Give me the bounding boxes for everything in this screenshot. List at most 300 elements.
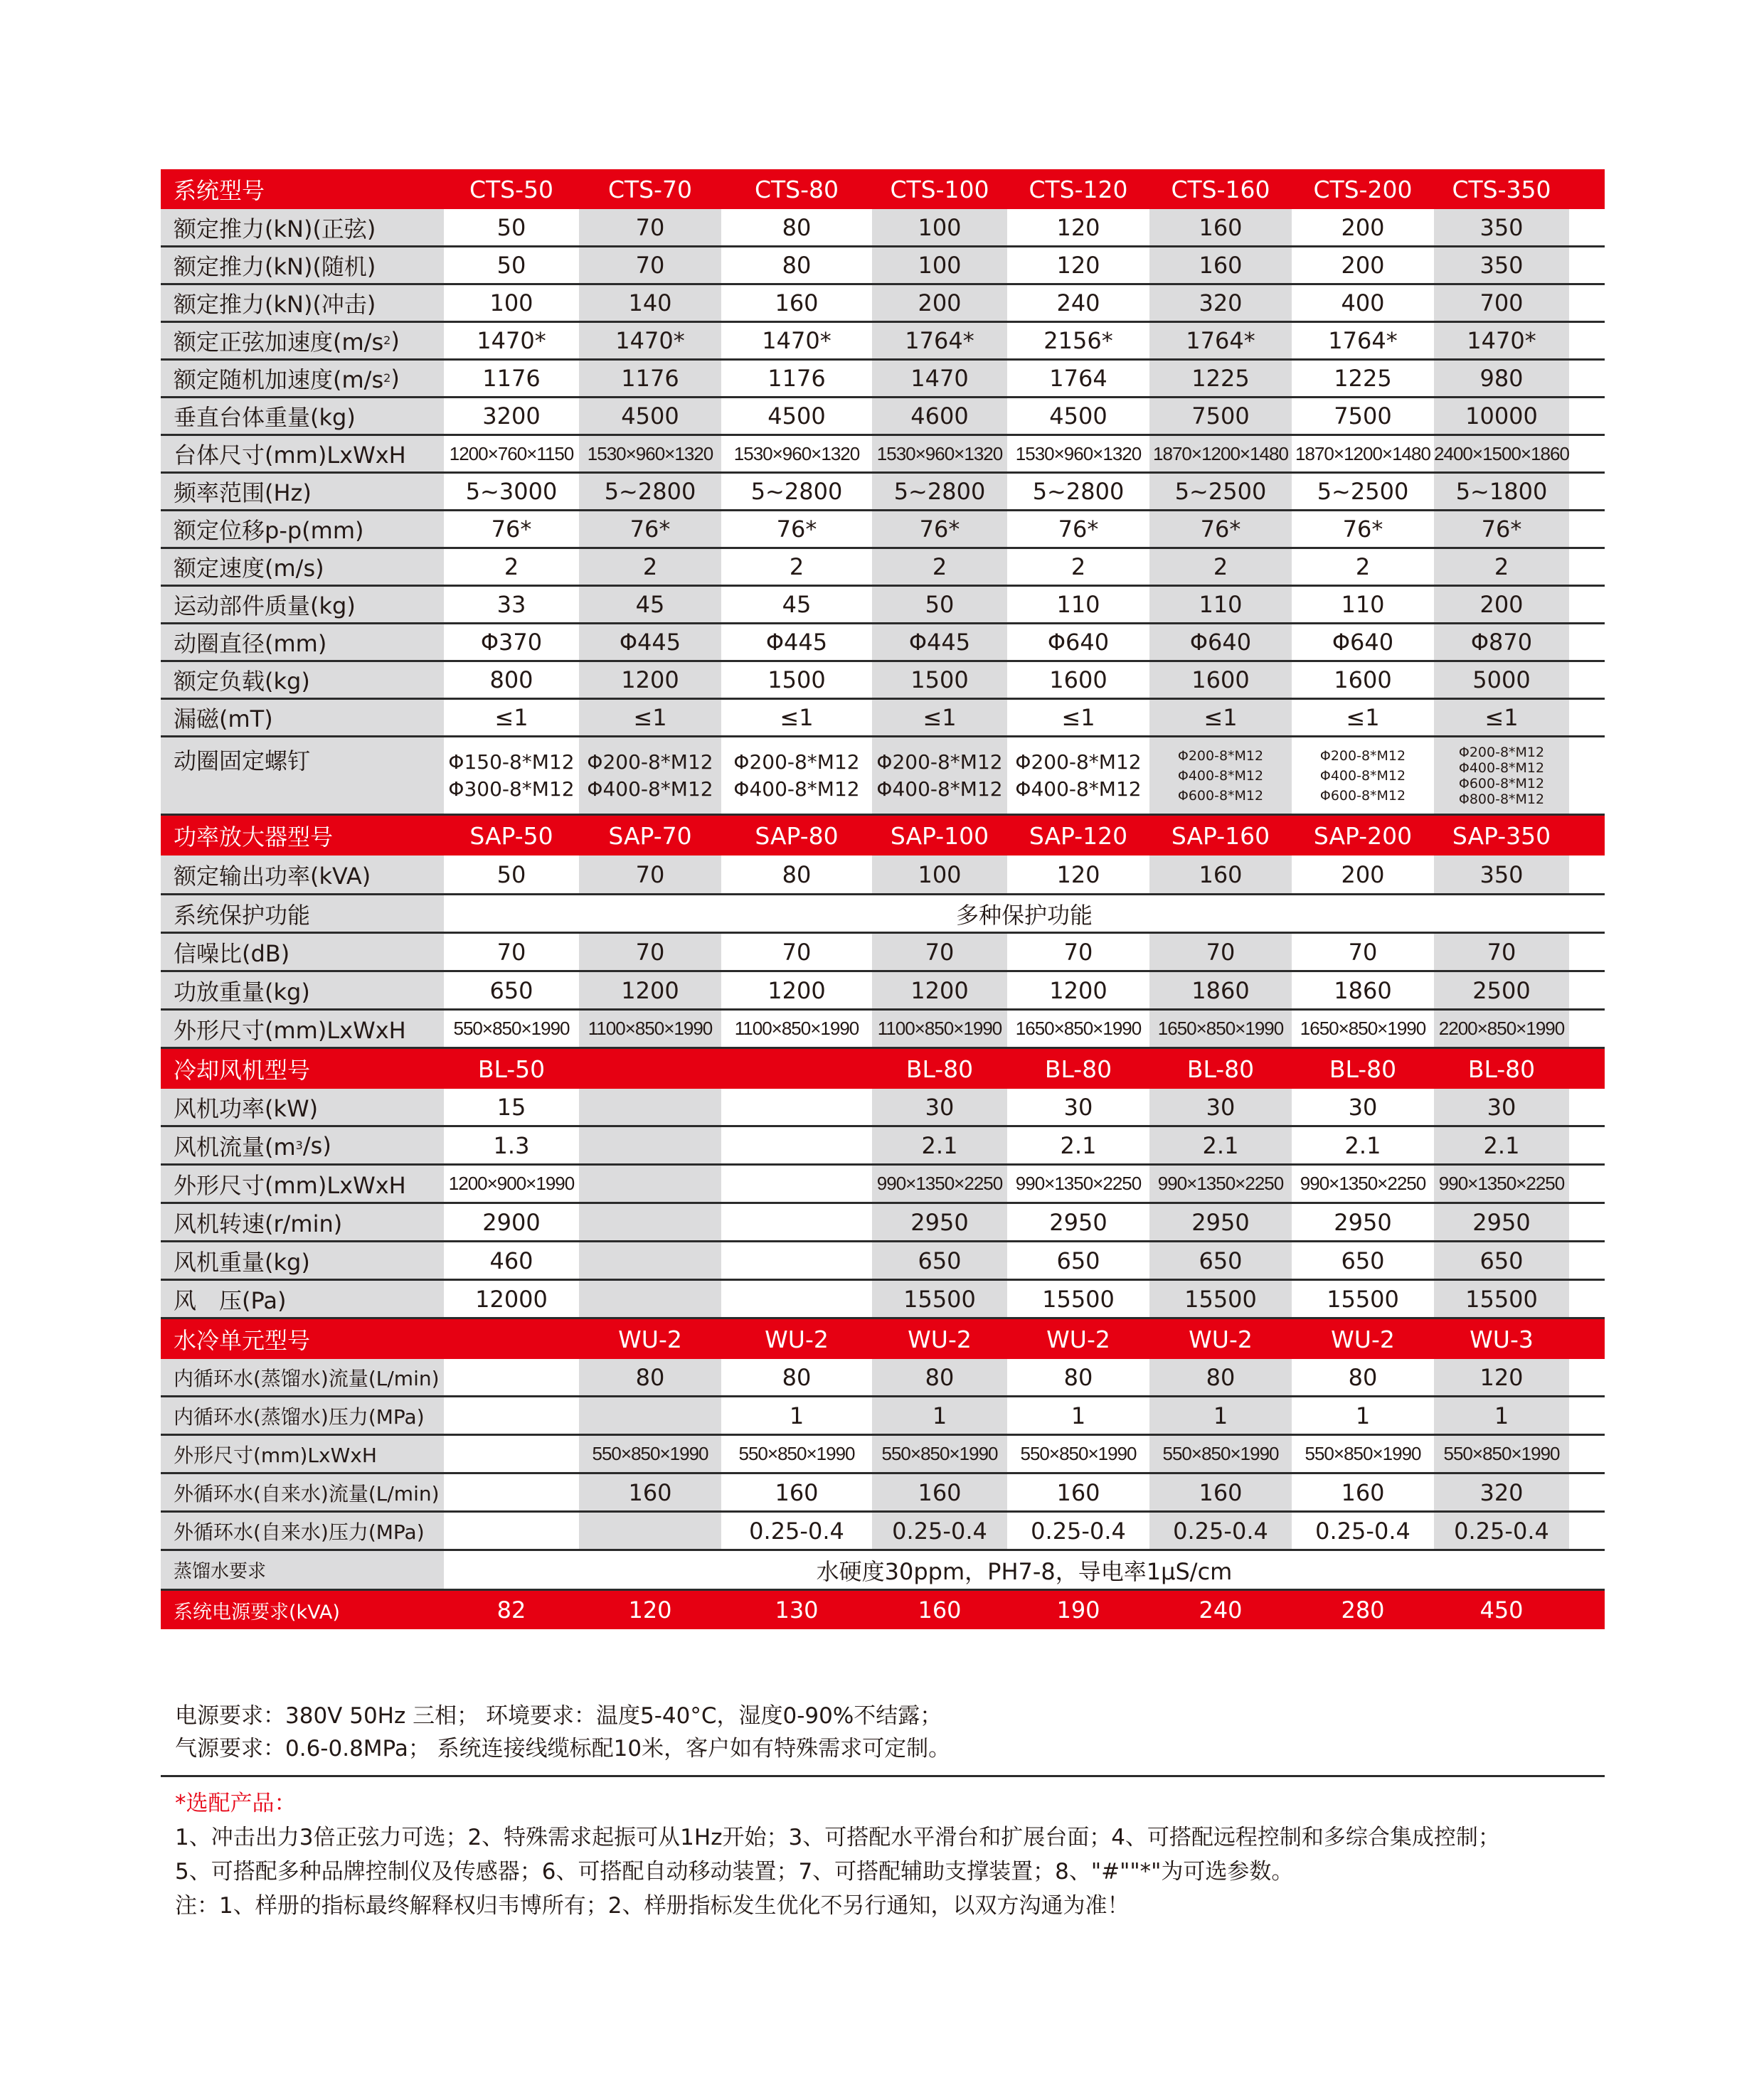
bolt-spec: Φ200-8*M12	[587, 750, 713, 774]
cell: 1870×1200×1480	[1295, 442, 1430, 464]
bolt-spec: Φ200-8*M12	[733, 750, 860, 774]
row-label-text: 冷却风机型号	[174, 1057, 311, 1084]
cell: 70	[579, 934, 721, 970]
system-row	[161, 209, 1605, 247]
bolt-spec: Φ600-8*M12	[1177, 787, 1264, 804]
distilled-row	[161, 1551, 1605, 1591]
cell: 0.25-0.4	[1434, 1513, 1569, 1549]
cell: CTS-80	[754, 175, 839, 203]
cell: 45	[579, 587, 721, 622]
cell: 1200×900×1990	[448, 1173, 575, 1194]
row-label	[161, 474, 444, 509]
cell: 5~2800	[750, 478, 843, 505]
system-row	[161, 361, 1605, 398]
system-row	[161, 549, 1605, 587]
cell: ≤1	[1346, 704, 1380, 731]
bolt-cell	[1149, 737, 1292, 814]
cell: 240	[1056, 289, 1100, 316]
bolt-spec: Φ200-8*M12	[876, 750, 1003, 774]
cell: 76*	[579, 511, 721, 547]
bolt-spec: Φ400-8*M12	[1319, 767, 1406, 784]
system-row	[161, 474, 1605, 511]
cell: 160	[1056, 1478, 1100, 1506]
cell: 650	[1149, 1242, 1292, 1279]
cell	[579, 1281, 721, 1317]
cell: 1	[789, 1402, 804, 1429]
water-row	[161, 1474, 1605, 1513]
cell: 2.1	[1344, 1131, 1381, 1159]
system-row	[161, 323, 1605, 361]
cell: BL-80	[905, 1055, 974, 1083]
cell: 2	[1149, 549, 1292, 585]
row-label-text: 额定随机加速度(m/s	[174, 366, 384, 393]
cell: 650	[489, 976, 533, 1004]
cell: 1176	[482, 365, 541, 392]
row-label-text: 额定位移p-p(mm)	[174, 517, 364, 544]
water-row	[161, 1397, 1605, 1436]
amp-row	[161, 972, 1605, 1011]
cell: 1860	[1149, 972, 1292, 1008]
cell: 70	[782, 938, 812, 966]
cell: 12000	[475, 1285, 548, 1313]
cell: 10000	[1434, 398, 1569, 434]
row-label	[161, 1591, 444, 1629]
cell: 80	[872, 1359, 1007, 1395]
optional-products	[175, 1786, 1590, 1923]
cell: ≤1	[1061, 704, 1095, 731]
cell: 70	[1063, 938, 1093, 966]
cell: 160	[1149, 209, 1292, 245]
system-row	[161, 511, 1605, 549]
cell: CTS-70	[607, 175, 693, 203]
cell: 460	[489, 1247, 533, 1274]
cell: 1470	[872, 361, 1007, 396]
cell: 1100×850×1990	[872, 1011, 1007, 1047]
cell: 120	[1434, 1359, 1569, 1395]
cell: 70	[579, 247, 721, 283]
cell: 2.1	[1149, 1127, 1292, 1163]
requirements-notes	[175, 1700, 1590, 1765]
bolt-spec: Φ800-8*M12	[1458, 791, 1545, 807]
amp-row	[161, 1011, 1605, 1049]
row-label	[161, 247, 444, 283]
cell	[721, 1204, 872, 1240]
row-label-text: 额定推力(kN)(随机)	[174, 253, 376, 280]
cell: 2900	[482, 1208, 541, 1236]
cell: 4500	[767, 403, 826, 430]
cell: 190	[1056, 1597, 1100, 1624]
cell: 15500	[1327, 1285, 1399, 1313]
row-label-text: 系统型号	[174, 177, 265, 204]
row-label	[161, 436, 444, 471]
cell: SAP-120	[1029, 821, 1128, 850]
cell: 120	[1056, 252, 1100, 279]
cell: 160	[1149, 247, 1292, 283]
cell: 5~1800	[1434, 474, 1569, 509]
cell: 1470*	[579, 323, 721, 358]
row-label	[161, 1049, 444, 1089]
cell: 120	[1056, 860, 1100, 888]
cell: 4500	[1049, 403, 1107, 430]
cell: 160	[1149, 1474, 1292, 1510]
row-label: 额定正弦加速度(m/s 2 )	[161, 323, 444, 358]
cell: 2200×850×1990	[1434, 1011, 1569, 1047]
cell: SAP-160	[1171, 821, 1270, 850]
row-label-text: 风机流量(m	[174, 1133, 296, 1161]
cell: 1500	[872, 662, 1007, 698]
cell: 15	[496, 1093, 526, 1121]
row-label-text: 功率放大器型号	[174, 824, 334, 851]
cell: SAP-200	[1313, 821, 1413, 850]
cell: 80	[782, 860, 812, 888]
cell: 0.25-0.4	[1149, 1513, 1292, 1549]
divider	[161, 1775, 1605, 1777]
cell: 990×1350×2250	[1300, 1173, 1426, 1194]
bolt-spec: Φ200-8*M12	[1015, 750, 1142, 774]
bolt-spec: Φ400-8*M12	[587, 777, 713, 801]
cell: 2.1	[1060, 1131, 1097, 1159]
cell: 1764*	[872, 323, 1007, 358]
row-label	[161, 1011, 444, 1047]
cell: 1764	[1049, 365, 1107, 392]
cell: Φ640	[1047, 629, 1110, 656]
cell: 2	[1355, 553, 1371, 580]
cell: 550×850×1990	[1149, 1436, 1292, 1472]
row-label-text: 内循环水(蒸馏水)流量(L/min)	[174, 1366, 440, 1390]
bolt-spec: Φ150-8*M12	[448, 750, 575, 774]
bolt-spec: Φ600-8*M12	[1458, 775, 1545, 792]
row-label-text: 外循环水(自来水)流量(L/min)	[174, 1481, 440, 1505]
cell: 82	[496, 1597, 526, 1624]
cell	[444, 1513, 579, 1549]
cell: 76*	[872, 511, 1007, 547]
cell: 160	[579, 1474, 721, 1510]
row-label	[161, 511, 444, 547]
amplifier-model-header	[161, 816, 1605, 856]
cell: Φ870	[1434, 624, 1569, 660]
cell: BL-80	[1329, 1055, 1397, 1083]
cell: 2	[789, 553, 804, 580]
cell	[721, 1166, 872, 1202]
amp-power-row	[161, 856, 1605, 895]
row-label	[161, 1319, 444, 1359]
cell	[721, 1242, 872, 1279]
cell: 350	[1434, 209, 1569, 245]
cell: 140	[579, 285, 721, 321]
cell: CTS-200	[1313, 175, 1413, 203]
cell: 2156*	[1043, 327, 1113, 354]
bolt-spec: Φ400-8*M12	[1015, 777, 1142, 801]
row-label-text: 外形尺寸(mm)LxWxH	[174, 1016, 406, 1044]
cell: 990×1350×2250	[1149, 1166, 1292, 1202]
system-model-header	[161, 169, 1605, 209]
cell: WU-2	[1046, 1325, 1110, 1353]
row-label-text: 动圈直径(mm)	[174, 630, 327, 657]
row-label-text: 额定推力(kN)(冲击)	[174, 291, 376, 318]
cell: 160	[775, 289, 819, 316]
row-label-text: 功放重量(kg)	[174, 978, 310, 1006]
cell: 1200	[872, 972, 1007, 1008]
cell: 1600	[1149, 662, 1292, 698]
fan-row	[161, 1204, 1605, 1242]
row-label-text: 运动部件质量(kg)	[174, 592, 356, 619]
bolt-cell	[1434, 737, 1569, 814]
system-row	[161, 700, 1605, 737]
cell	[444, 1474, 579, 1510]
row-label-text: 风机功率(kW)	[174, 1094, 319, 1122]
row-label-text: 台体尺寸(mm)LxWxH	[174, 442, 406, 469]
row-label-text: 系统电源要求(kVA)	[174, 1601, 340, 1624]
row-label-text: 信噪比(dB)	[174, 939, 290, 967]
cell: 50	[496, 860, 526, 888]
cell: 1100×850×1990	[734, 1018, 859, 1039]
cell: 5~2800	[872, 474, 1007, 509]
cell: 45	[782, 591, 812, 618]
row-label	[161, 662, 444, 698]
cell: WU-2	[765, 1325, 829, 1353]
row-label	[161, 700, 444, 735]
cell	[579, 1397, 721, 1434]
cell	[444, 1359, 579, 1395]
optional-title: *选配产品：	[175, 1791, 297, 1816]
bolt-spec: Φ400-8*M12	[733, 777, 860, 801]
row-label	[161, 1089, 444, 1125]
cell: 160	[1149, 856, 1292, 893]
fan-row	[161, 1166, 1605, 1204]
cell: 1530×960×1320	[579, 436, 721, 471]
cell: 120	[628, 1597, 672, 1624]
row-label	[161, 972, 444, 1008]
cell: 1.3	[493, 1131, 530, 1159]
cell	[444, 1436, 579, 1472]
fan-row	[161, 1242, 1605, 1281]
cell: 2.1	[872, 1127, 1007, 1163]
bolt-cell	[1292, 737, 1434, 814]
cell: WU-3	[1470, 1325, 1534, 1353]
row-label-text: 漏磁(mT)	[174, 705, 273, 732]
cell: 550×850×1990	[1305, 1443, 1421, 1464]
cell: 76*	[1434, 511, 1569, 547]
row-label	[161, 1359, 444, 1395]
cell	[579, 1089, 721, 1125]
cell: 650	[1434, 1242, 1569, 1279]
cell: Φ445	[579, 624, 721, 660]
system-row	[161, 247, 1605, 285]
cell: 650	[872, 1242, 1007, 1279]
cell: 5~3000	[465, 478, 558, 505]
cell: WU-2	[1331, 1325, 1395, 1353]
cell: 50	[496, 213, 526, 241]
cell: 1	[1355, 1402, 1371, 1429]
cell: 800	[489, 666, 533, 693]
cell: ≤1	[579, 700, 721, 735]
cell: 5000	[1434, 662, 1569, 698]
cell: SAP-70	[608, 821, 692, 850]
cell: 2400×1500×1860	[1434, 436, 1569, 471]
cell: CTS-120	[1029, 175, 1128, 203]
row-label	[161, 624, 444, 660]
row-label	[161, 816, 444, 856]
cell: 1	[872, 1397, 1007, 1434]
cell: 30	[1434, 1089, 1569, 1125]
cell: 15500	[1434, 1281, 1569, 1317]
cell: WU-2	[908, 1325, 972, 1353]
cell: 1100×850×1990	[579, 1011, 721, 1047]
bolt-cell	[579, 737, 721, 814]
protection-value: 多种保护功能	[955, 901, 1093, 929]
cell: 350	[1434, 247, 1569, 283]
cell: CTS-160	[1171, 175, 1270, 203]
cell: BL-80	[1186, 1055, 1255, 1083]
cell: Φ370	[480, 629, 543, 656]
row-label	[161, 1166, 444, 1202]
cell: 70	[1149, 934, 1292, 970]
cell: 990×1350×2250	[872, 1166, 1007, 1202]
cell: 76*	[1058, 516, 1099, 543]
row-label-text: 频率范围(Hz)	[174, 479, 312, 506]
cell: 2950	[1334, 1208, 1392, 1236]
water-unit-header	[161, 1319, 1605, 1359]
system-row	[161, 662, 1605, 700]
cell: 450	[1479, 1597, 1524, 1624]
cell: 1764*	[1149, 323, 1292, 358]
system-row	[161, 436, 1605, 474]
cell: 200	[1341, 213, 1385, 241]
cell: 7500	[1149, 398, 1292, 434]
cell: 5~2500	[1149, 474, 1292, 509]
row-label-text: 内循环水(蒸馏水)压力(MPa)	[174, 1405, 425, 1429]
cell: 80	[782, 213, 812, 241]
cell: 2	[1070, 553, 1086, 580]
water-row	[161, 1359, 1605, 1397]
optional-line-1: 1、冲击出力3倍正弦力可选；2、特殊需求起振可从1Hz开始；3、可搭配水平滑台和扩展台面；4、可搭配远程控制和多综合集成控制；	[175, 1825, 1500, 1850]
cell: 80	[1063, 1363, 1093, 1391]
cell: 1225	[1334, 365, 1392, 392]
cell: 0.25-0.4	[872, 1513, 1007, 1549]
cell: CTS-350	[1452, 175, 1551, 203]
system-row	[161, 398, 1605, 436]
cell: 1	[1070, 1402, 1086, 1429]
fan-row	[161, 1127, 1605, 1166]
bolt-spec: Φ400-8*M12	[1177, 767, 1264, 784]
amp-row	[161, 934, 1605, 972]
cell: 2500	[1434, 972, 1569, 1008]
notes-line-1: 电源要求：380V 50Hz 三相； 环境要求：温度5-40°C，湿度0-90%不结露；	[175, 1703, 942, 1729]
cell: 2	[579, 549, 721, 585]
row-label: 额定随机加速度(m/s 2 )	[161, 361, 444, 396]
cell: SAP-50	[469, 821, 553, 850]
cell: 2.1	[1434, 1127, 1569, 1163]
row-label	[161, 1204, 444, 1240]
cell: 70	[1434, 934, 1569, 970]
row-label	[161, 549, 444, 585]
cell: 4600	[872, 398, 1007, 434]
cell: 1600	[1049, 666, 1107, 693]
cell: 550×850×1990	[1020, 1443, 1137, 1464]
cell: 200	[1341, 860, 1385, 888]
system-row	[161, 285, 1605, 323]
cell	[444, 1319, 579, 1359]
cell: WU-2	[618, 1325, 682, 1353]
cell: 15500	[1042, 1285, 1115, 1313]
cell: BL-50	[477, 1055, 546, 1083]
row-label	[161, 1281, 444, 1317]
cell: BL-80	[1467, 1055, 1536, 1083]
bolt-spec: Φ400-8*M12	[1458, 759, 1545, 776]
bolt-spec: Φ400-8*M12	[876, 777, 1003, 801]
cell: CTS-100	[890, 175, 989, 203]
row-label-text: 额定正弦加速度(m/s	[174, 329, 384, 356]
cell: 400	[1341, 289, 1385, 316]
cell: 7500	[1334, 403, 1392, 430]
bolt-spec: Φ600-8*M12	[1319, 787, 1406, 804]
bolt-spec: Φ200-8*M12	[1177, 747, 1264, 764]
cell: 550×850×1990	[738, 1443, 855, 1464]
row-label	[161, 1474, 444, 1510]
cell: Φ640	[1332, 629, 1394, 656]
cell: ≤1	[872, 700, 1007, 735]
cell: 4500	[579, 398, 721, 434]
water-row	[161, 1513, 1605, 1551]
cell: 990×1350×2250	[1015, 1173, 1142, 1194]
cell: 1530×960×1320	[733, 442, 860, 464]
cell: Φ445	[765, 629, 828, 656]
cell	[579, 1166, 721, 1202]
cell: 1500	[767, 666, 826, 693]
fan-row	[161, 1281, 1605, 1319]
cell: 130	[775, 1597, 819, 1624]
distilled-value: 水硬度30ppm，PH7-8，导电率1μS/cm	[816, 1557, 1233, 1585]
cell: 50	[496, 252, 526, 279]
row-label	[161, 285, 444, 321]
cell: BL-80	[1044, 1055, 1112, 1083]
cell: Φ445	[872, 624, 1007, 660]
row-label-text: 系统保护功能	[174, 901, 311, 929]
cell: 2	[504, 553, 519, 580]
row-label-text: 风机转速(r/min)	[174, 1210, 343, 1237]
cell: 980	[1434, 361, 1569, 396]
cell: 2950	[1049, 1208, 1107, 1236]
cell	[444, 1397, 579, 1434]
cell: 160	[1341, 1478, 1385, 1506]
cell: 70	[1348, 938, 1378, 966]
cell: 120	[1056, 213, 1100, 241]
cell: SAP-100	[890, 821, 989, 850]
cell: Φ640	[1149, 624, 1292, 660]
cell: 110	[1056, 591, 1100, 618]
cell: 1200	[767, 976, 826, 1004]
cell: 550×850×1990	[1434, 1436, 1569, 1472]
row-label	[161, 209, 444, 245]
unit-suffix: )	[390, 327, 400, 354]
cell: 320	[1149, 285, 1292, 321]
cell: 76*	[491, 516, 532, 543]
cell: 200	[1434, 587, 1569, 622]
cell: 1200	[579, 662, 721, 698]
cell: 76*	[1149, 511, 1292, 547]
row-label-text: 蒸馏水要求	[174, 1561, 267, 1582]
cell: 80	[782, 1363, 812, 1391]
bolt-spec: Φ200-8*M12	[1458, 744, 1545, 760]
cell: 30	[1149, 1089, 1292, 1125]
cell: 2950	[1434, 1204, 1569, 1240]
protection-row	[161, 895, 1605, 934]
cell: 1200	[579, 972, 721, 1008]
cell: SAP-80	[755, 821, 839, 850]
row-label-text: 风 压(Pa)	[174, 1286, 287, 1314]
cell: 100	[489, 289, 533, 316]
row-label	[161, 737, 444, 814]
